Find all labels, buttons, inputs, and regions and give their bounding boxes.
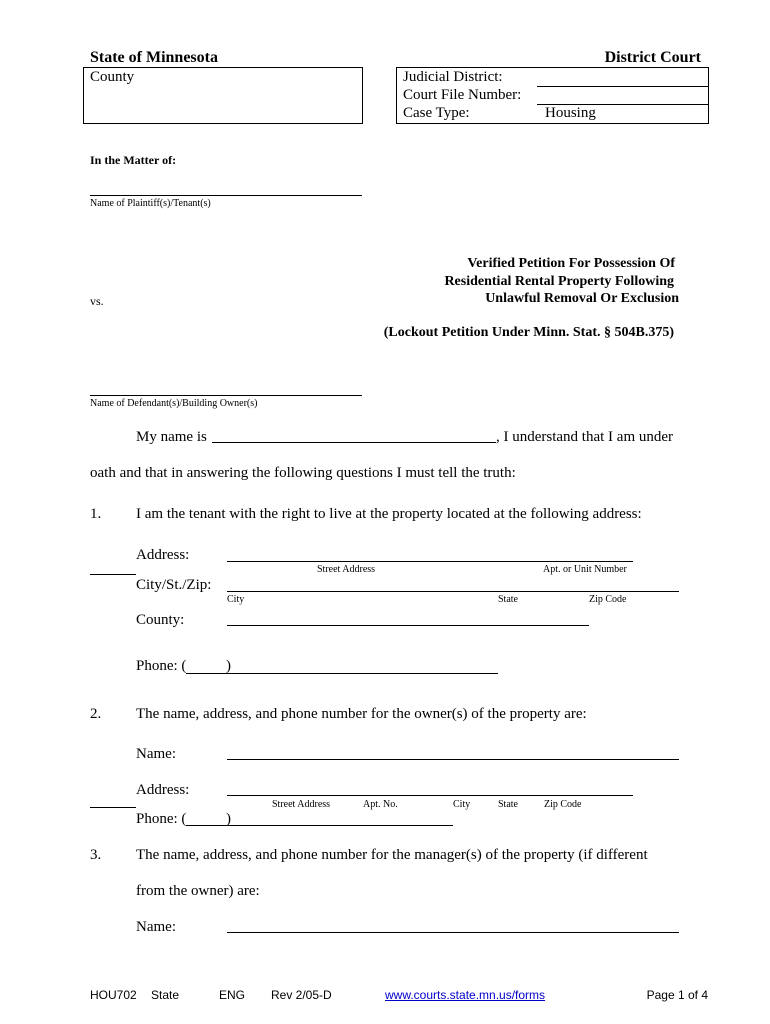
q3-text-line-2: from the owner) are: (136, 883, 260, 899)
my-name-line[interactable] (212, 442, 496, 443)
title-line-3: Unlawful Removal Or Exclusion (485, 291, 679, 306)
q1-phone-line[interactable] (186, 673, 498, 674)
q2-apt-caption: Apt. No. (363, 799, 398, 810)
q2-street-caption: Street Address (272, 799, 331, 810)
county-label: County (90, 69, 135, 85)
q1-phone-label: Phone: ( (136, 658, 187, 674)
footer-jurisdiction: State (151, 988, 180, 1002)
footer-revision: Rev 2/05-D (271, 988, 332, 1002)
q1-city-label: City/St./Zip: (136, 577, 212, 593)
q2-city-caption: City (453, 799, 471, 810)
judicial-district-line[interactable] (537, 86, 708, 87)
defendant-line[interactable] (90, 395, 362, 396)
case-type-label: Case Type: (403, 105, 470, 121)
q2-text: The name, address, and phone number for the owner(s) of the property are: (136, 706, 587, 722)
q1-phone-close: ) (226, 658, 231, 674)
q2-initial-line[interactable] (90, 807, 136, 808)
q1-apt-caption: Apt. or Unit Number (543, 564, 627, 575)
q1-street-caption: Street Address (317, 564, 376, 575)
q1-state-caption: State (498, 594, 518, 605)
q2-zip-caption: Zip Code (544, 799, 582, 810)
my-name-is-label: My name is (136, 429, 207, 445)
plaintiff-caption: Name of Plaintiff(s)/Tenant(s) (90, 198, 211, 209)
q1-initial-line[interactable] (90, 574, 136, 575)
vs-label: vs. (90, 294, 104, 308)
q2-number: 2. (90, 706, 102, 722)
q1-city-line[interactable] (227, 591, 679, 592)
lockout-subtitle: (Lockout Petition Under Minn. Stat. § 504B.375) (383, 325, 674, 340)
oath-text: oath and that in answering the following questions I must tell the truth: (90, 465, 516, 481)
q2-address-line[interactable] (227, 795, 633, 796)
q2-address-label: Address: (136, 782, 190, 798)
q3-text-line-1: The name, address, and phone number for the manager(s) of the property (if different (136, 847, 648, 863)
court-file-number-label: Court File Number: (403, 87, 522, 103)
q2-state-caption: State (498, 799, 518, 810)
q3-name-label: Name: (136, 919, 176, 935)
q1-number: 1. (90, 506, 102, 522)
understand-text: , I understand that I am under (496, 429, 674, 445)
plaintiff-line[interactable] (90, 195, 362, 196)
q2-name-line[interactable] (227, 759, 679, 760)
q1-zip-caption: Zip Code (589, 594, 627, 605)
footer-page-number: Page 1 of 4 (646, 988, 708, 1002)
footer-form-code: HOU702 (90, 988, 137, 1002)
q1-city-caption: City (227, 594, 245, 605)
title-line-2: Residential Rental Property Following (444, 274, 674, 289)
county-box[interactable] (83, 67, 363, 124)
q2-name-label: Name: (136, 746, 176, 762)
title-line-1: Verified Petition For Possession Of (467, 256, 675, 271)
court-file-number-line[interactable] (537, 104, 708, 105)
footer-forms-link[interactable]: www.courts.state.mn.us/forms (385, 988, 546, 1002)
q3-number: 3. (90, 847, 102, 863)
q2-phone-close: ) (226, 811, 231, 827)
q1-text: I am the tenant with the right to live at the property located at the following address: (136, 506, 642, 522)
q1-county-line[interactable] (227, 625, 589, 626)
q1-address-label: Address: (136, 547, 190, 563)
q1-county-label: County: (136, 612, 185, 628)
q1-address-line[interactable] (227, 561, 633, 562)
case-type-value: Housing (545, 105, 596, 121)
state-title: State of Minnesota (90, 49, 218, 66)
in-the-matter-of: In the Matter of: (90, 153, 177, 167)
court-title: District Court (604, 49, 701, 66)
case-info-box (396, 67, 709, 124)
defendant-caption: Name of Defendant(s)/Building Owner(s) (90, 398, 258, 409)
q3-name-line[interactable] (227, 932, 679, 933)
footer-language: ENG (219, 988, 246, 1002)
judicial-district-label: Judicial District: (403, 69, 503, 85)
q2-phone-label: Phone: ( (136, 811, 187, 827)
